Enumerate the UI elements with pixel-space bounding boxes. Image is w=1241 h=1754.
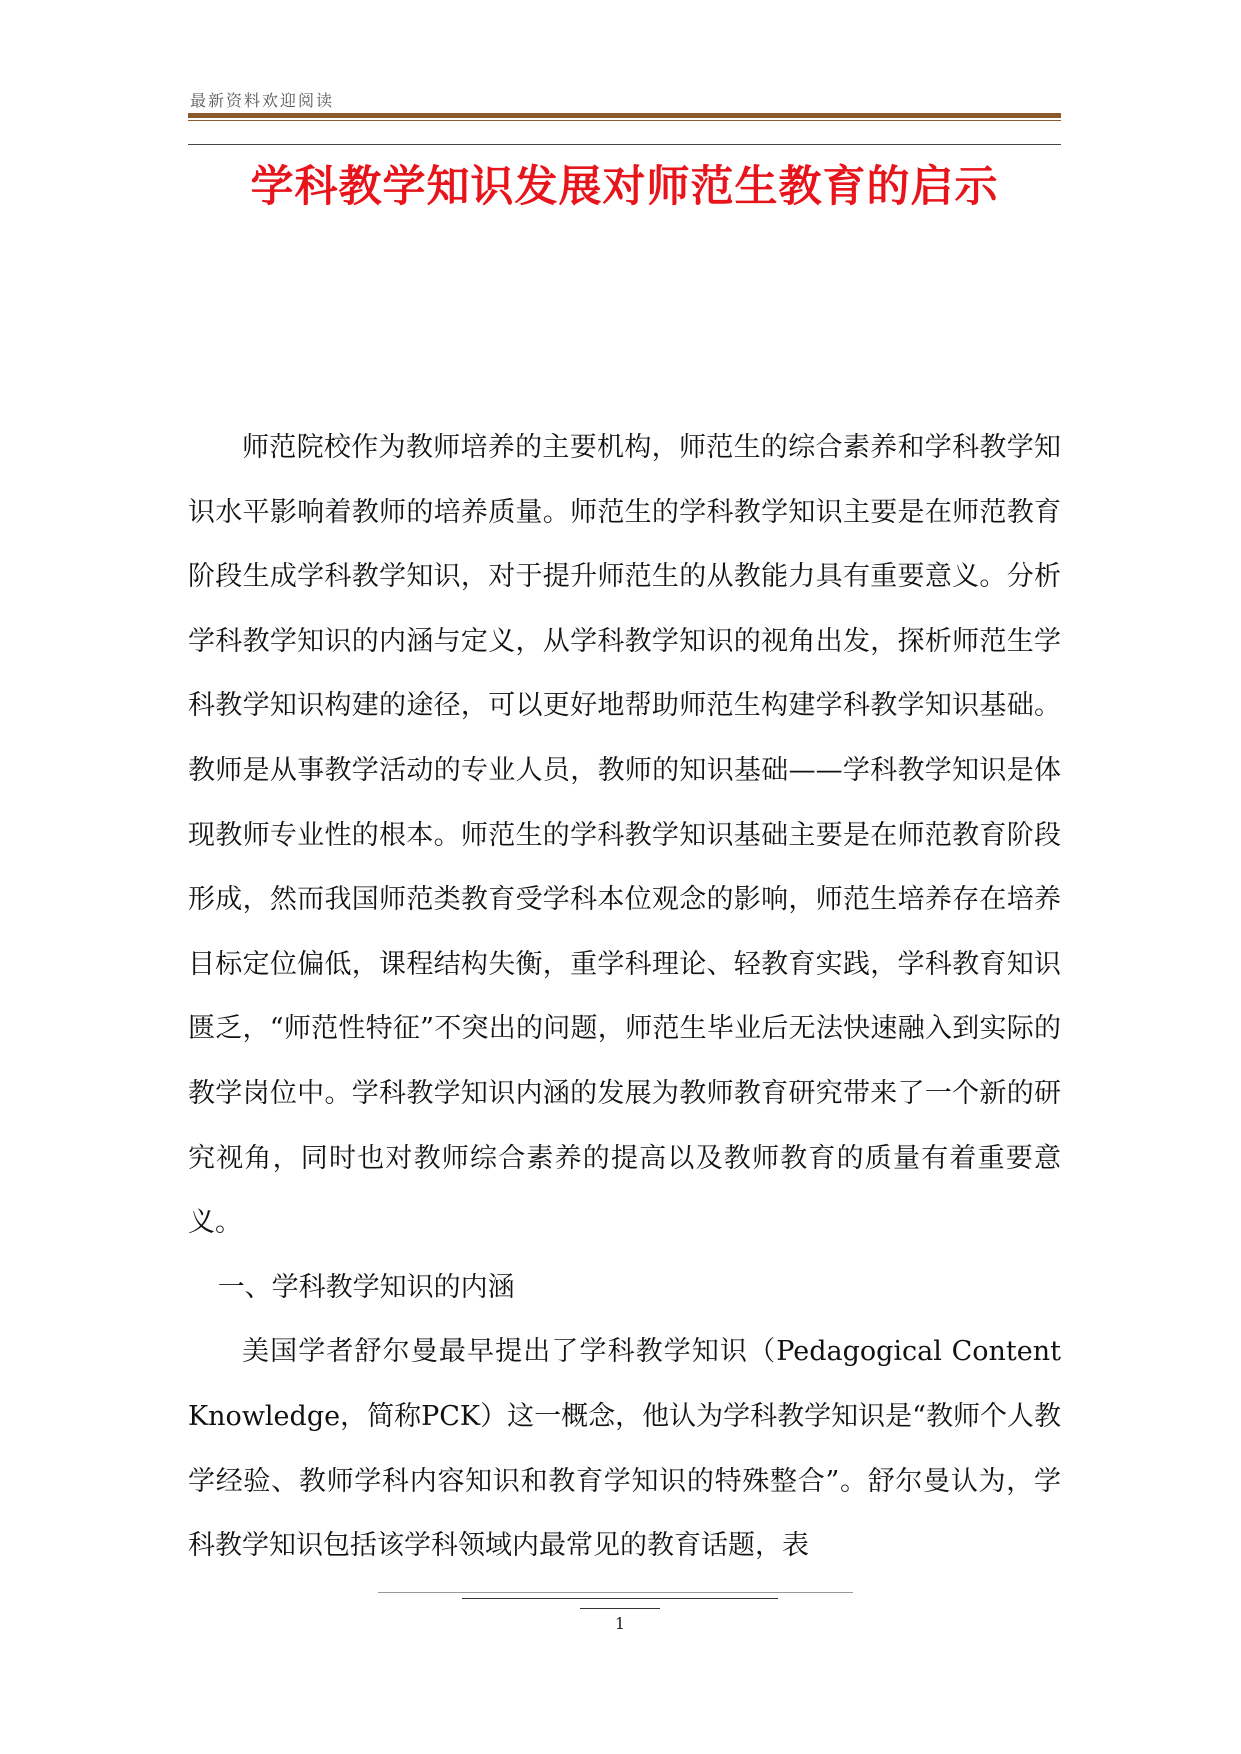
footer-rule — [462, 1598, 778, 1599]
section-heading: 一、学科教学知识的内涵 — [217, 1271, 515, 1303]
header-rule-thick — [188, 113, 1061, 118]
body-paragraph: 师范院校作为教师培养的主要机构，师范生的综合素养和学科教学知识水平影响着教师的培养质量。师范生的学科教学知识主要是在师范教育阶段生成学科教学知识，对于提升师范生的从教能力具有重要意义。分析学科教学知识的内涵与定义，从学科教学知识的视角出发，探析师范生学科教学知识构建的途径，可以更好地帮助师范生构建学科教学知识基础。教师是从事教学活动的专业人员，教师的知识基础——学科教学知识是体现教师专业性的根本。师范生的学科教学知识基础主要是在师范教育阶段形成，然而我国师范类教育受学科本位观念的影响，师范生培养存在培养目标定位偏低，课程结构失衡，重学科理论、轻教育实践，学科教育知识匮乏，“师范性特征”不突出的问题，师范生毕业后无法快速融入到实际的教学岗位中。学科教学知识内涵的发展为教师教育研究带来了一个新的研究视角，同时也对教师综合素养的提高以及教师教育的质量有着重要意义。 — [188, 432, 1061, 1239]
footer-rule — [378, 1592, 853, 1593]
header-underline — [188, 144, 1061, 145]
document-body — [188, 416, 1061, 1579]
header-rule-thin — [188, 120, 1061, 121]
body-paragraph: 美国学者舒尔曼最早提出了学科教学知识（Pedagogical Content Knowledge，简称PCK）这一概念，他认为学科教学知识是“教师个人教学经验、教师学科内容知识和教育学知识的特殊整合”。舒尔曼认为，学科教学知识包括该学科领域内最常见的教育话题，表 — [188, 1336, 1061, 1562]
footer-rule — [580, 1608, 660, 1609]
document-title: 学科教学知识发展对师范生教育的启示 — [250, 162, 999, 212]
header-text: 最新资料欢迎阅读 — [190, 91, 335, 110]
page-number: 1 — [614, 1614, 626, 1633]
